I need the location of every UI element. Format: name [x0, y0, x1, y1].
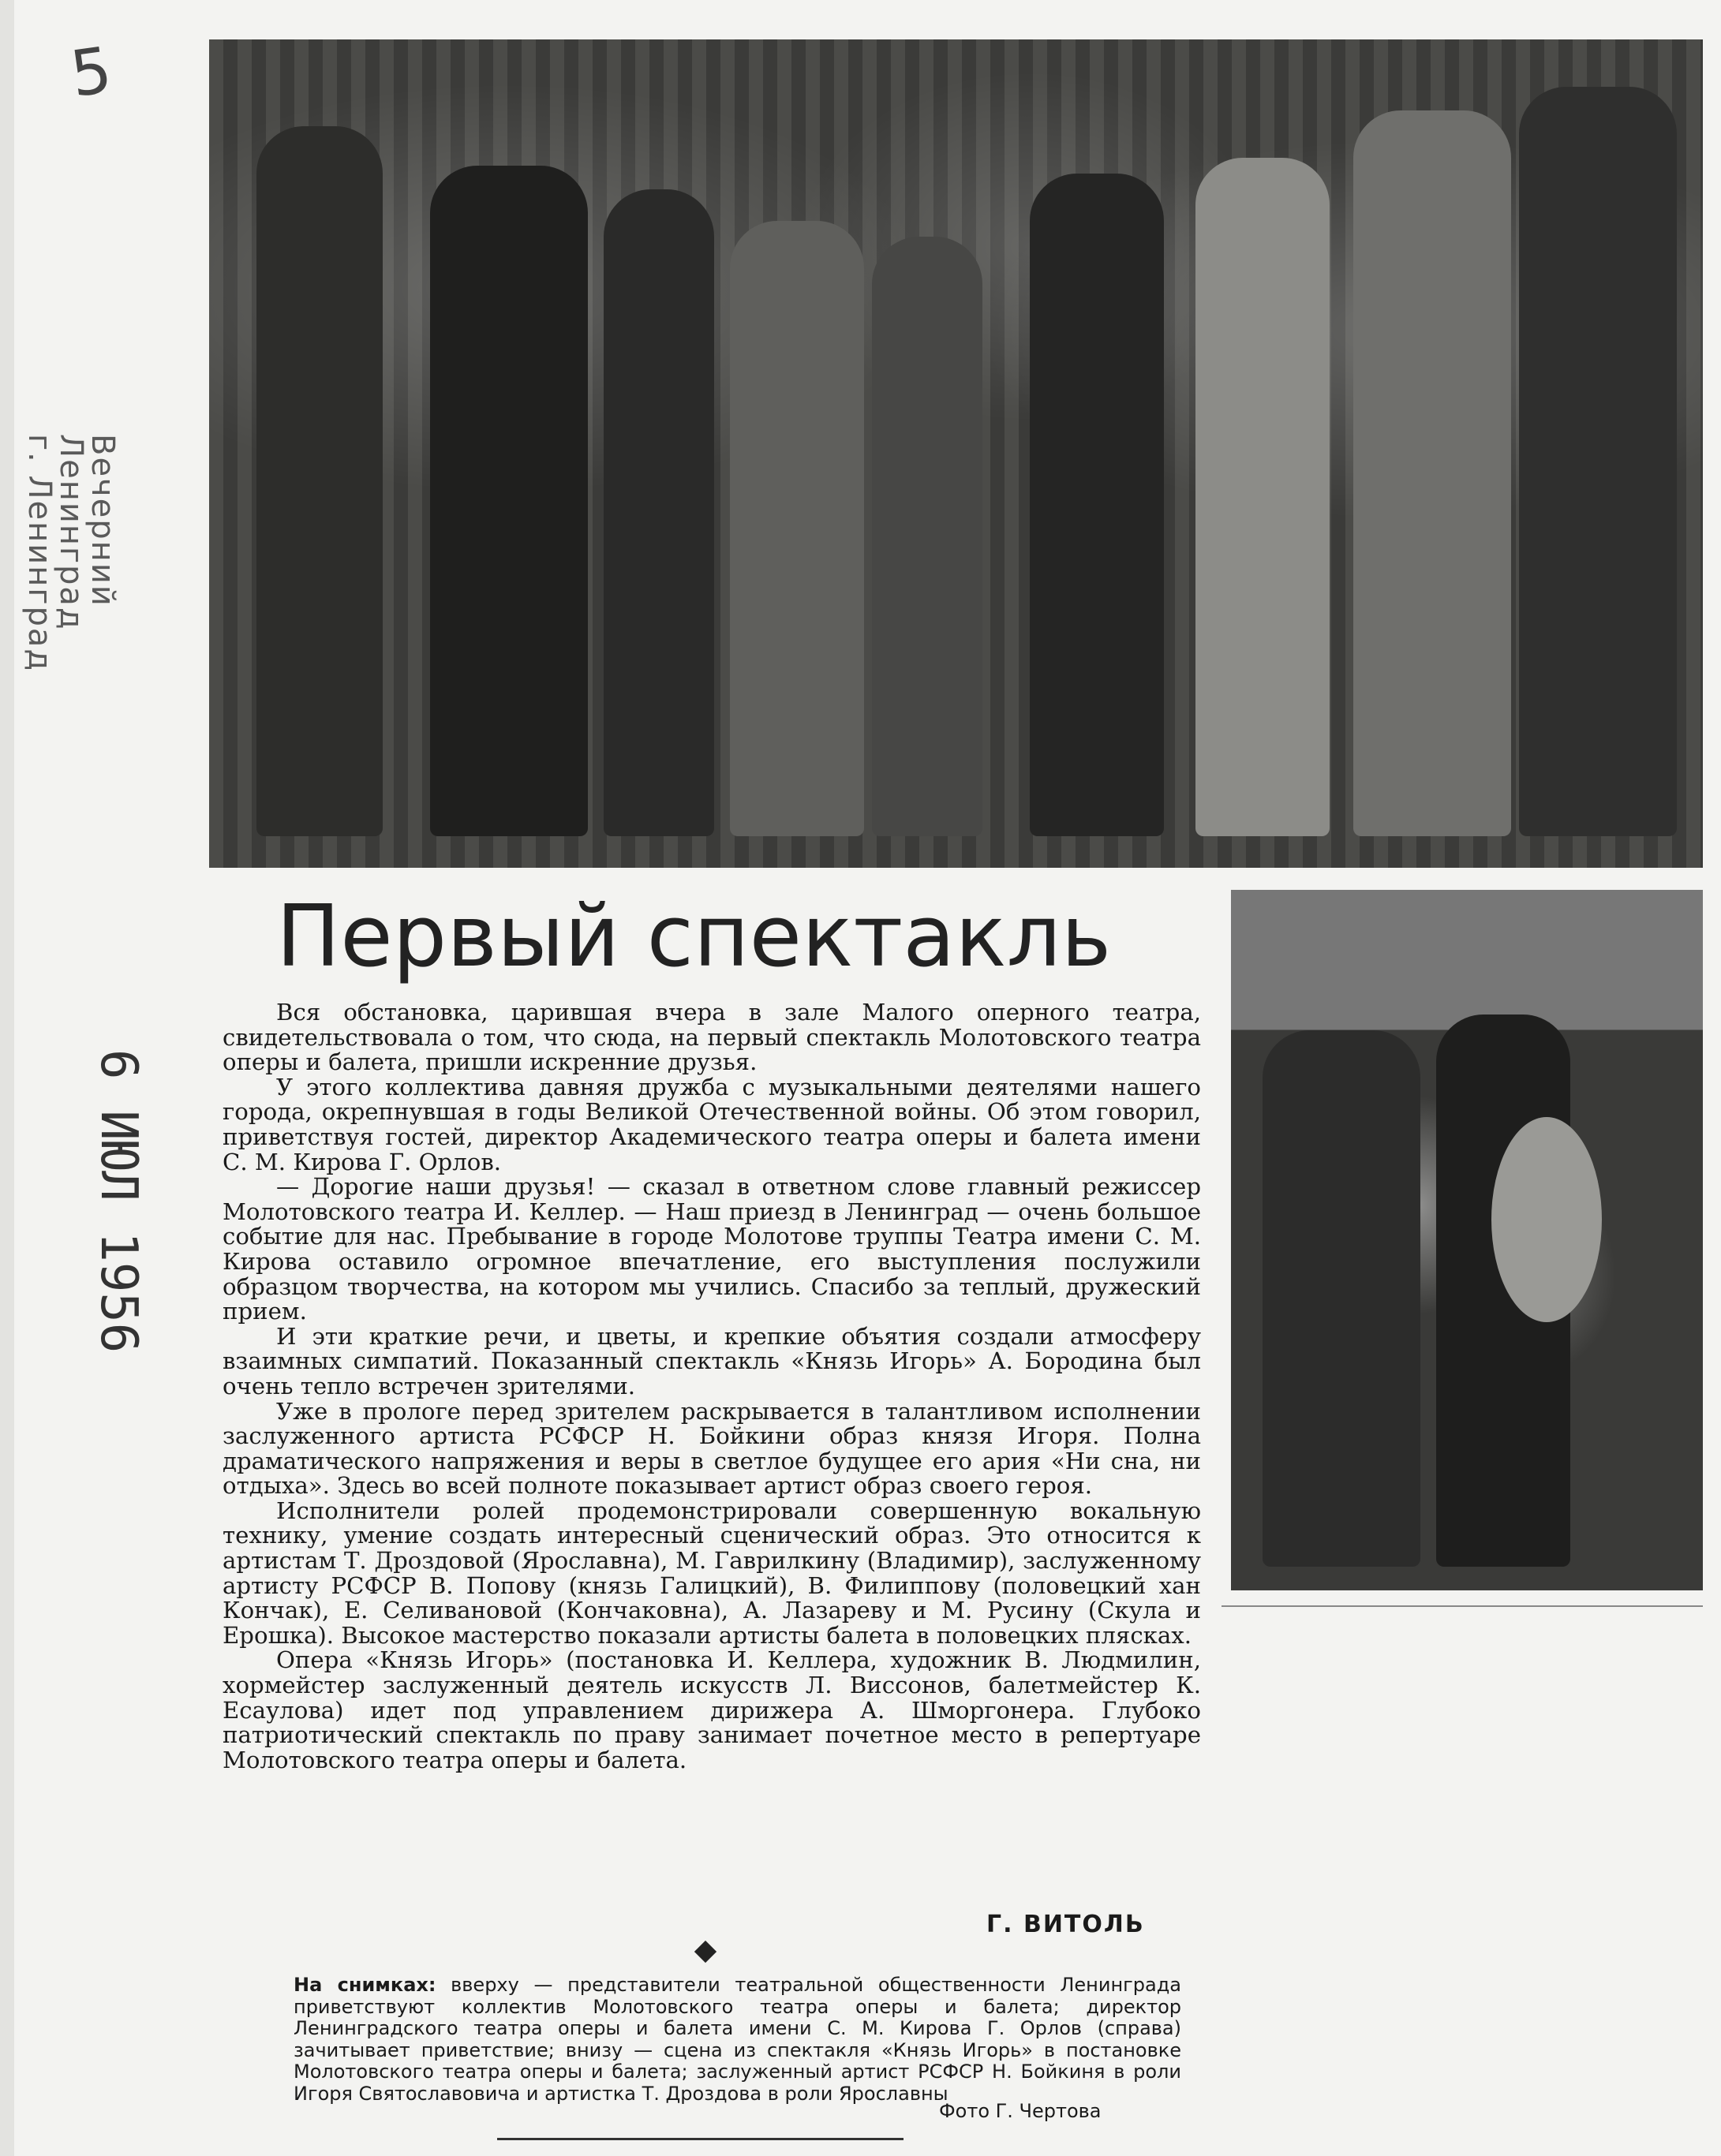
- photo-figure: [872, 237, 982, 836]
- divider: [497, 2138, 904, 2140]
- article-paragraph: Исполнители ролей продемонстрировали совершенную вокальную технику, умение создать интересный сценический образ. Это относится к артистам Т. Дроздовой (Ярославна), М. Гаврилкину (Владимир), заслуженному артисту РСФСР В. Попову (князь Галицкий), В. Филиппову (половецкий хан Кончак), Е. Селивановой (Кончаковна), А. Лазареву и М. Русину (Скула и Ерошка). Высокое мастерство показали артисты балета в половецких плясках.: [223, 1496, 1201, 1649]
- caption-lead: На снимках:: [294, 1974, 436, 1996]
- shield-icon: [1491, 1117, 1602, 1322]
- photo-figure: [1195, 158, 1330, 836]
- paper-edge: [0, 0, 14, 2156]
- divider: [1222, 1605, 1703, 1607]
- photo-figure: [1263, 1030, 1420, 1567]
- side-photo: [1231, 890, 1703, 1590]
- article-body: [223, 1000, 1201, 1773]
- headline: Первый спектакль: [276, 887, 1112, 986]
- handwritten-page-number: 5: [65, 32, 117, 112]
- photo-figure: [730, 221, 864, 836]
- photo-figure: [1519, 87, 1677, 836]
- photo-figure: [604, 189, 714, 836]
- diamond-ornament-icon: [694, 1941, 716, 1963]
- photo-figure: [430, 166, 588, 836]
- article-paragraph: И эти краткие речи, и цветы, и крепкие объятия создали атмосферу взаимных симпатий. Показанный спектакль «Князь Игорь» А. Бородина был очень тепло встречен зрителями.: [223, 1322, 1201, 1399]
- photo-caption: [294, 1975, 1181, 2105]
- caption-text: вверху — представители театральной общественности Ленинграда приветствуют коллектив Молотовского театра оперы и балета; директор Ленинградского театра оперы и балета имени С. М. Кирова Г. Орлов (справа) зачитывает приветствие; внизу — сцена из спектакля «Князь Игорь» в постановке Молотовского театра оперы и балета; заслуженный артист РСФСР Н. Бойкиня в роли Игоря Святославовича и артистка Т. Дроздова в роли Ярославны: [294, 1974, 1181, 2105]
- article-paragraph: — Дорогие наши друзья! — сказал в ответном слове главный режиссер Молотовского театра И. Келлер. — Наш приезд в Ленинград — очень большое событие для нас. Пребывание в городе Молотове труппы Театра имени С. М. Кирова оставило огромное впечатление, его выступления послужили образцом творчества, на котором мы учились. Спасибо за теплый, дружеский прием.: [223, 1173, 1201, 1325]
- article-paragraph: У этого коллектива давняя дружба с музыкальными деятелями нашего города, окрепнувшая в годы Великой Отечественной войны. Об этом говорил, приветствуя гостей, директор Академического театра оперы и балета имени С. М. Кирова Г. Орлов.: [223, 1073, 1201, 1175]
- stamp-line-1: Вечерний Ленинград: [53, 434, 121, 631]
- newspaper-stamp: [21, 434, 121, 797]
- date-stamp: 6 ИЮЛ 1956: [89, 1049, 148, 1354]
- article-paragraph: Уже в прологе перед зрителем раскрывается в талантливом исполнении заслуженного артиста РСФСР Н. Бойкини образ князя Игоря. Полна драматического напряжения и веры в светлое будущее его ария «Ни сна, ни отдыха». Здесь во всей полноте показывает артист образ своего героя.: [223, 1397, 1201, 1500]
- article-paragraph: Вся обстановка, царившая вчера в зале Малого оперного театра, свидетельствовала о том, что сюда, на первый спектакль Молотовского театра оперы и балета, пришли искренние друзья.: [223, 999, 1201, 1076]
- stamp-line-2: г. Ленинград: [21, 434, 58, 673]
- top-photo: [209, 39, 1703, 868]
- author-signature: Г. ВИТОЛЬ: [986, 1911, 1145, 1938]
- photo-figure: [1353, 110, 1511, 836]
- photo-figure: [1030, 174, 1164, 836]
- photo-figure: [256, 126, 383, 836]
- photo-credit: Фото Г. Чертова: [939, 2100, 1102, 2122]
- article-paragraph: Опера «Князь Игорь» (постановка И. Келлера, художник В. Людмилин, хормейстер заслуженный деятель искусств Л. Виссонов, балетмейстер К. Есаулова) идет под управлением дирижера А. Шморгонера. Глубоко патриотический спектакль по праву занимает почетное место в репертуаре Молотовского театра оперы и балета.: [223, 1646, 1201, 1773]
